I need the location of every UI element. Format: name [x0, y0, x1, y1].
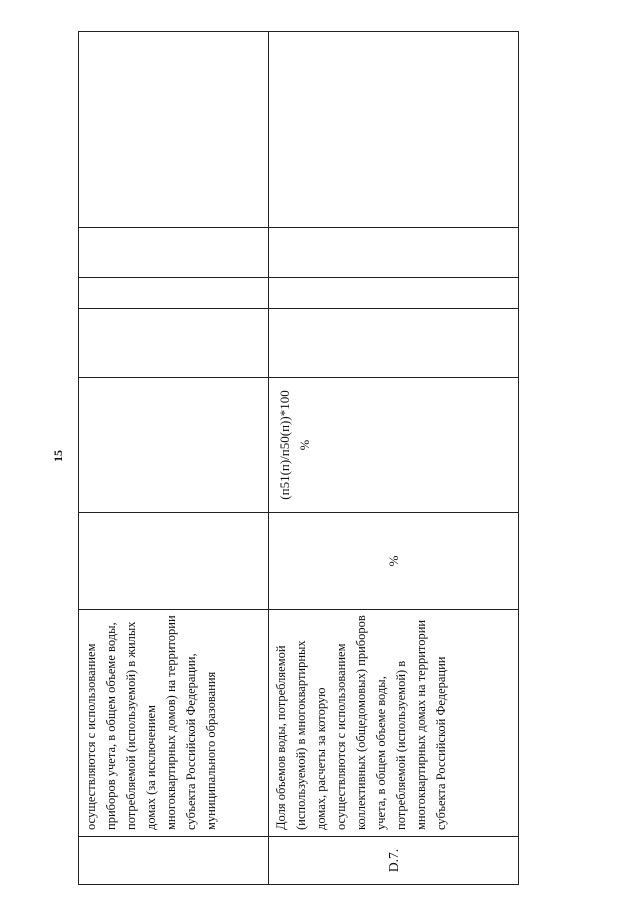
description-cell: [79, 610, 269, 837]
page-number-text: 15: [50, 450, 65, 462]
table-row: [79, 32, 269, 885]
empty-cell: [269, 228, 519, 278]
row-id-cell: [269, 837, 519, 885]
unit: %: [385, 555, 401, 567]
formula: (п51(п)/п50(п))*100: [277, 390, 292, 500]
formula-cell: [269, 378, 519, 513]
row-id: D.7.: [385, 848, 401, 873]
empty-cell: [79, 32, 269, 228]
formula-cell: [79, 378, 269, 513]
indicator-description: Доля объемов воды, потребляемой (используемой) в многоквартирных домах, расчеты за которую осуществляются с использованием коллективных (общедомовых) приборов учета, в общем объеме воды, потребляемой (используемой) в многоквартирных домах на территории субъекта Российской Федерации: [274, 615, 448, 830]
empty-cell: [79, 309, 269, 378]
table-row: [269, 32, 519, 885]
formula-unit: %: [298, 439, 312, 451]
unit-cell: [269, 513, 519, 610]
empty-cell: [269, 32, 519, 228]
unit-cell: [79, 513, 269, 610]
description-cell: [269, 610, 519, 837]
indicators-table-container: [78, 40, 518, 885]
empty-cell: [79, 278, 269, 309]
page-number: [50, 448, 66, 464]
indicator-description: осуществляются с использованием приборов учета, в общем объеме воды, потребляемой (используемой) в жилых домах (за исключением многоквартирных домов) на территории субъекта Российской Федерации, муниципального образования: [84, 615, 218, 830]
indicators-table: [78, 31, 519, 885]
empty-cell: [269, 309, 519, 378]
row-id-cell: [79, 837, 269, 885]
empty-cell: [269, 278, 519, 309]
empty-cell: [79, 228, 269, 278]
